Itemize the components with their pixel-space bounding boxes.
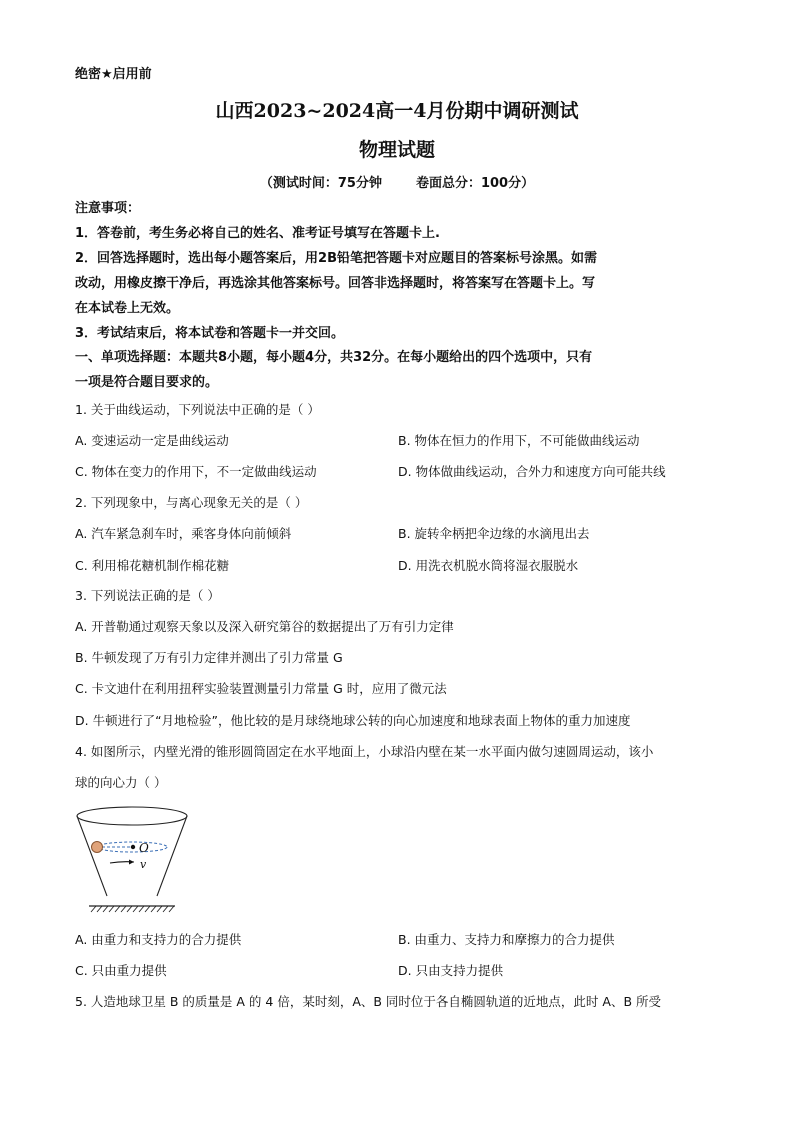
note-line: 改动，用橡皮擦干净后，再选涂其他答案标号。回答非选择题时，将答案写在答题卡上。写	[75, 276, 596, 291]
center-point	[131, 845, 135, 849]
question-2-stem: 2. 下列现象中，与离心现象无关的是（ ）	[75, 495, 308, 510]
question-2-option-b: B. 旋转伞柄把伞边缘的水滴甩出去	[398, 526, 590, 541]
note-line: 2．回答选择题时，选出每小题答案后，用2B铅笔把答题卡对应题目的答案标号涂黑。如需	[75, 251, 598, 266]
question-1-option-d: D. 物体做曲线运动，合外力和速度方向可能共线	[398, 464, 666, 479]
exam-subtitle: 物理试题	[358, 139, 435, 161]
question-4-stem: 4. 如图所示，内壁光滑的锥形圆筒固定在水平地面上，小球沿内壁在某一水平面内做匀速圆周运动，该小	[75, 744, 654, 759]
time-label: （测试时间：75分钟	[259, 176, 382, 191]
score-label: 卷面总分：100分）	[415, 176, 535, 191]
question-2-option-d: D. 用洗衣机脱水筒将湿衣服脱水	[398, 558, 579, 573]
question-2-option-a: A. 汽车紧急刹车时，乘客身体向前倾斜	[75, 526, 292, 541]
question-3-option-d: D. 牛顿进行了“月地检验”，他比较的是月球绕地球公转的向心加速度和地球表面上物体的重力加速度	[75, 713, 631, 728]
question-4-option-d: D. 只由支持力提供	[398, 963, 504, 978]
cone-right-wall	[157, 816, 187, 896]
exam-title: 山西2023~2024高一4月份期中调研测试	[215, 100, 579, 122]
question-4-option-c: C. 只由重力提供	[75, 963, 167, 978]
section-heading: 一、单项选择题：本题共8小题，每小题4分，共32分。在每小题给出的四个选项中，只有	[75, 350, 593, 365]
question-5-stem: 5. 人造地球卫星 B 的质量是 A 的 4 倍，某时刻，A、B 同时位于各自椭圆轨道的近地点，此时 A、B 所受	[75, 994, 661, 1009]
note-line: 1．答卷前，考生务必将自己的姓名、准考证号填写在答题卡上.	[75, 226, 440, 241]
section-heading-cont: 一项是符合题目要求的。	[75, 375, 219, 390]
question-3-option-a: A. 开普勒通过观察天象以及深入研究第谷的数据提出了万有引力定律	[75, 619, 454, 634]
label-v: v	[140, 858, 147, 871]
cone-rim	[77, 807, 187, 825]
cone-left-wall	[77, 816, 107, 896]
question-3-option-b: B. 牛顿发现了万有引力定律并测出了引力常量 G	[75, 650, 343, 665]
ball	[92, 842, 103, 853]
question-4-option-b: B. 由重力、支持力和摩擦力的合力提供	[398, 932, 615, 947]
question-1-option-c: C. 物体在变力的作用下，不一定做曲线运动	[75, 464, 317, 479]
question-4-stem-cont: 球的向心力（ ）	[75, 775, 167, 790]
question-3-option-c: C. 卡文迪什在利用扭秤实验装置测量引力常量 G 时，应用了微元法	[75, 681, 447, 696]
question-1-option-a: A. 变速运动一定是曲线运动	[75, 433, 229, 448]
question-2-option-c: C. 利用棉花糖机制作棉花糖	[75, 558, 230, 573]
ground-hatching	[91, 906, 174, 912]
note-line: 在本试卷上无效。	[75, 301, 180, 316]
question-3-stem: 3. 下列说法正确的是（ ）	[75, 588, 220, 603]
velocity-arrowhead	[129, 860, 134, 865]
question-1-stem: 1. 关于曲线运动，下列说法中正确的是（ ）	[75, 402, 320, 417]
question-1-option-b: B. 物体在恒力的作用下，不可能做曲线运动	[398, 433, 640, 448]
label-o: O	[139, 841, 149, 855]
cone-diagram	[70, 800, 192, 915]
notes-heading: 注意事项：	[75, 201, 141, 216]
question-4-option-a: A. 由重力和支持力的合力提供	[75, 932, 242, 947]
confidential-mark: 绝密★启用前	[75, 67, 152, 82]
note-line: 3．考试结束后，将本试卷和答题卡一并交回。	[75, 326, 345, 341]
exam-time-score	[0, 172, 794, 191]
